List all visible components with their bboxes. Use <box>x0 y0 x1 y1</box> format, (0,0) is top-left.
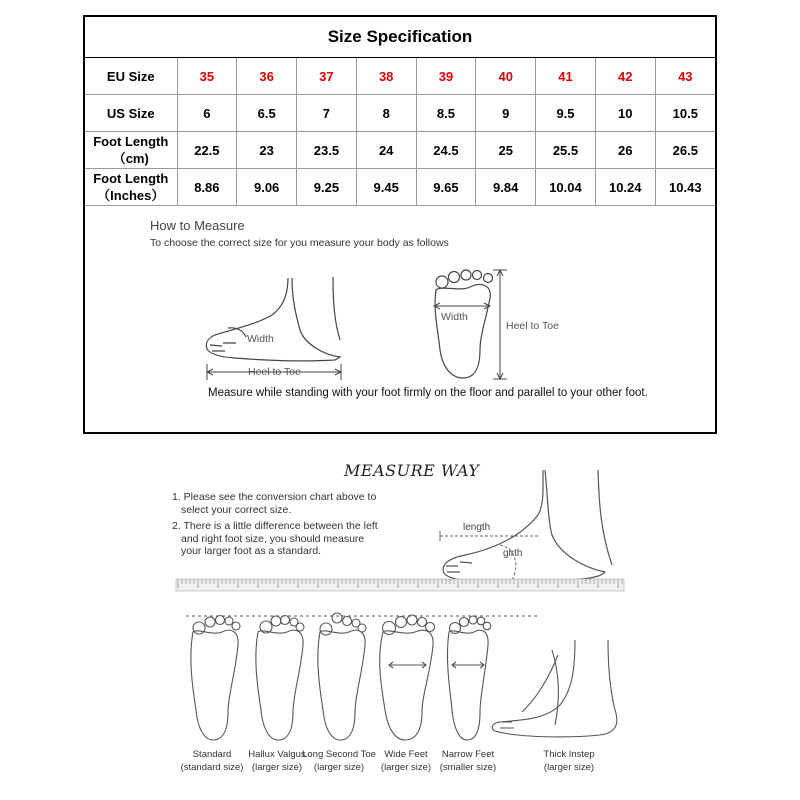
size-cell: 26 <box>595 132 655 169</box>
instruction-2-line-1: 2. There is a little difference between the left <box>172 520 378 532</box>
size-cell: 43 <box>655 58 715 95</box>
foot-thick-instep <box>492 640 617 737</box>
size-cell: 22.5 <box>177 132 237 169</box>
size-cell: 10.04 <box>536 169 596 206</box>
side-foot-large <box>443 470 612 581</box>
size-cell: 35 <box>177 58 237 95</box>
row-label-line: Foot Length <box>93 171 169 186</box>
size-cell: 6 <box>177 95 237 132</box>
length-measure <box>440 531 540 541</box>
instruction-1-line-2: select your correct size. <box>181 503 292 516</box>
foot-type-size: (smaller size) <box>439 762 497 773</box>
size-cell: 39 <box>416 58 476 95</box>
length-label: length <box>463 522 491 533</box>
row-label-line: Foot Length <box>93 134 169 149</box>
size-cell: 40 <box>476 58 536 95</box>
girth-label: girth <box>503 548 523 559</box>
foot-hallux-valgus <box>256 616 304 741</box>
side-width-label: Width <box>247 333 274 345</box>
how-to-measure-title: How to Measure <box>150 218 245 233</box>
size-cell: 38 <box>356 58 416 95</box>
size-cell: 36 <box>237 58 297 95</box>
size-cell: 10.24 <box>595 169 655 206</box>
size-cell: 25 <box>476 132 536 169</box>
measure-way-title: MEASURE WAY <box>344 461 480 480</box>
size-cell: 10.43 <box>655 169 715 206</box>
size-cell: 10.5 <box>655 95 715 132</box>
size-cell: 9.5 <box>536 95 596 132</box>
foot-type-size: (standard size) <box>180 762 244 773</box>
foot-type-name: Long Second Toe <box>302 749 376 760</box>
size-cell: 24 <box>356 132 416 169</box>
size-cell: 9.45 <box>356 169 416 206</box>
foot-type-name: Narrow Feet <box>441 749 495 760</box>
size-cell: 26.5 <box>655 132 715 169</box>
size-cell: 23 <box>237 132 297 169</box>
foot-standard <box>191 616 240 741</box>
foot-type-name: Thick Instep <box>543 749 595 760</box>
foot-type-name: Wide Feet <box>384 749 428 760</box>
row-label-line: US Size <box>106 105 155 121</box>
foot-narrow-feet <box>447 616 490 740</box>
size-cell: 9.06 <box>237 169 297 206</box>
row-label-line: EU Size <box>106 68 155 84</box>
size-cell: 8.86 <box>177 169 237 206</box>
foot-type-label <box>425 748 511 774</box>
size-cell: 9.84 <box>476 169 536 206</box>
size-cell: 7 <box>297 95 357 132</box>
foot-type-name: Standard <box>192 749 232 760</box>
foot-type-size: (larger size) <box>313 762 365 773</box>
table-title: Size Specification <box>85 17 715 58</box>
size-cell: 8.5 <box>416 95 476 132</box>
size-cell: 41 <box>536 58 596 95</box>
foot-type-size: (larger size) <box>251 762 303 773</box>
instruction-2-line-3: your larger foot as a standard. <box>181 545 322 557</box>
foot-type-name: Hallux Valgus <box>248 749 306 760</box>
side-heel-to-toe-label: Heel to Toe <box>248 366 301 378</box>
instruction-1-line-1: 1. Please see the conversion chart above to <box>172 491 377 503</box>
how-to-measure-subtitle: To choose the correct size for you measure your body as follows <box>150 237 449 249</box>
row-label-line: （cm) <box>112 151 149 166</box>
sole-heel-to-toe-label: Heel to Toe <box>506 320 559 332</box>
foot-type-size: (larger size) <box>380 762 432 773</box>
foot-long-second-toe <box>318 613 366 740</box>
size-cell: 9 <box>476 95 536 132</box>
size-cell: 8 <box>356 95 416 132</box>
size-cell: 9.25 <box>297 169 357 206</box>
sole-width-label: Width <box>441 311 468 323</box>
foot-type-size: (larger size) <box>543 762 595 773</box>
size-cell: 37 <box>297 58 357 95</box>
girth-measure <box>500 545 516 580</box>
size-cell: 10 <box>595 95 655 132</box>
foot-type-label <box>526 748 612 774</box>
ruler <box>176 579 624 591</box>
size-cell: 6.5 <box>237 95 297 132</box>
size-cell: 24.5 <box>416 132 476 169</box>
size-cell: 42 <box>595 58 655 95</box>
size-cell: 9.65 <box>416 169 476 206</box>
instruction-2-line-2: and right foot size, you should measure <box>181 532 365 545</box>
measure-note: Measure while standing with your foot firmly on the floor and parallel to your other foot. <box>208 387 648 399</box>
size-cell: 25.5 <box>536 132 596 169</box>
row-label-line: （Inches） <box>97 188 165 203</box>
size-cell: 23.5 <box>297 132 357 169</box>
foot-wide-feet <box>380 615 435 740</box>
